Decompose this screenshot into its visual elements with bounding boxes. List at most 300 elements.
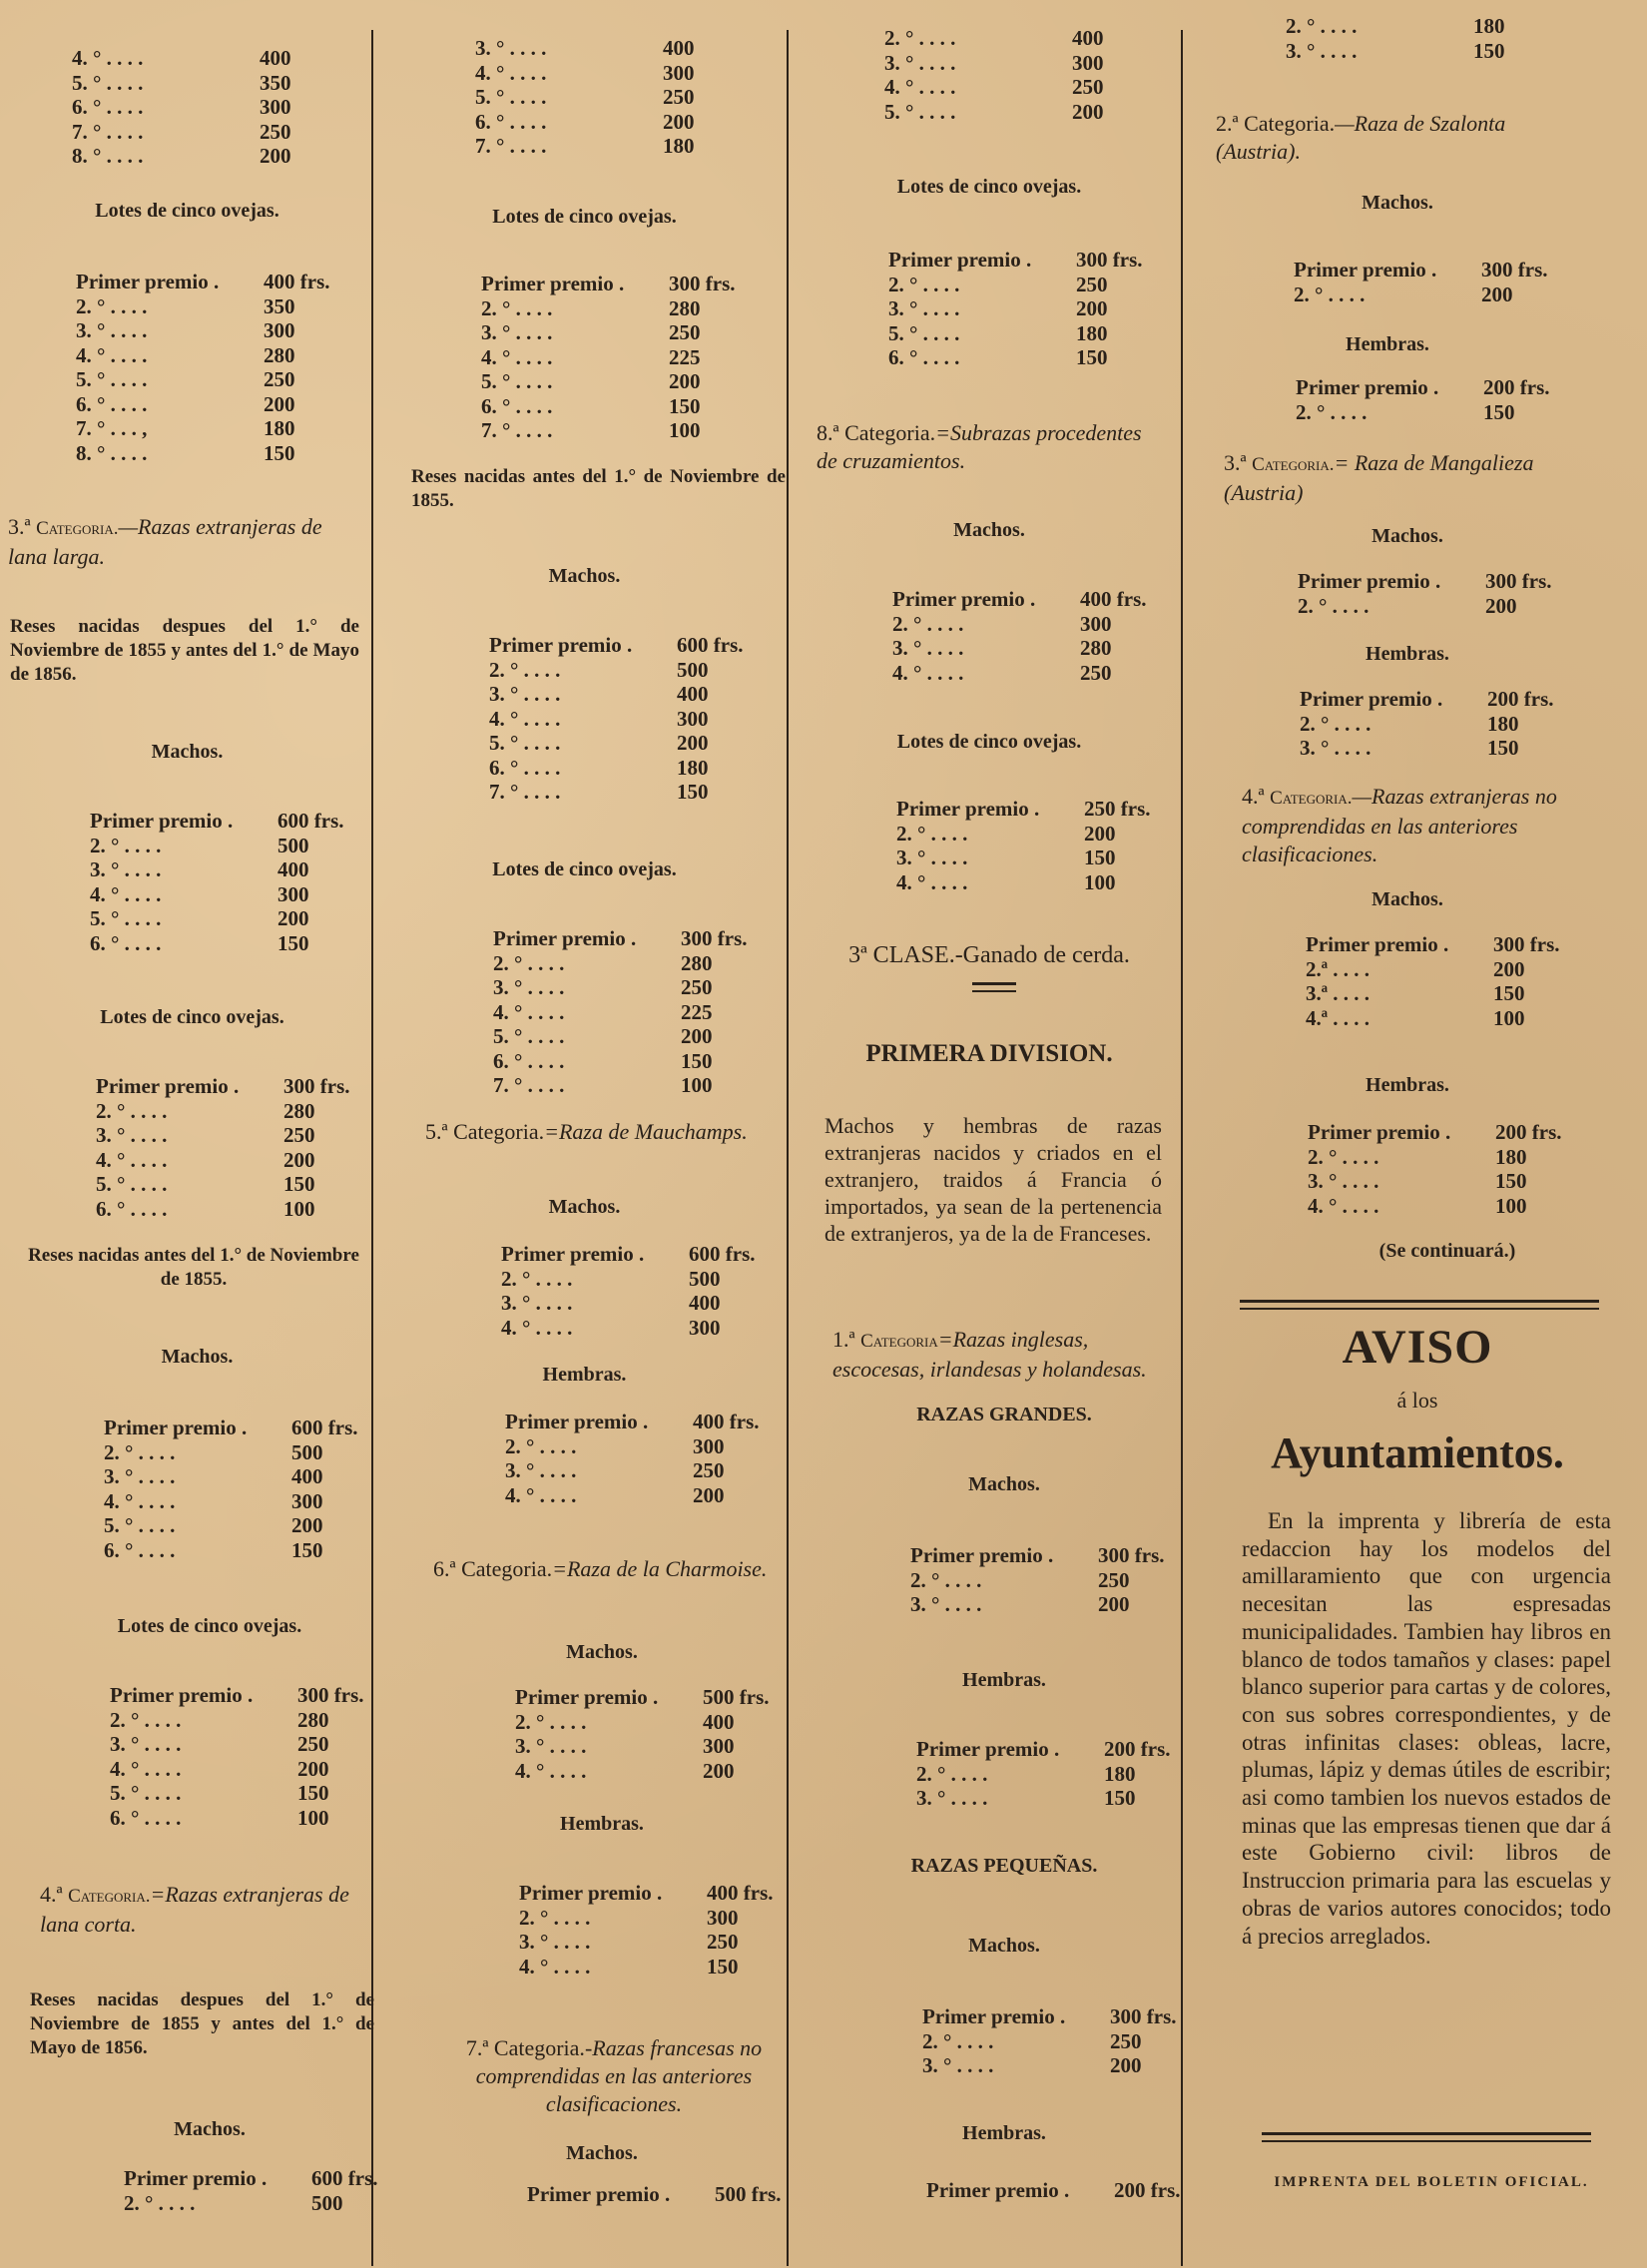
prize-amount: 150 <box>707 1954 739 1979</box>
prize-amount: 250 <box>1110 2028 1142 2053</box>
aviso-title: AVISO <box>1342 1321 1493 1374</box>
prize-amount: 150 <box>1076 345 1108 369</box>
prize-rank: 3. ° . . . . <box>892 636 964 660</box>
prize-amount: 350 <box>260 70 291 95</box>
prize-rank: Primer premio . <box>896 797 1040 821</box>
prize-rank: Primer premio . <box>1300 687 1443 711</box>
prize-row <box>501 1291 756 1316</box>
prize-amount: 250 <box>681 975 713 999</box>
section-heading: Lotes de cinco ovejas. <box>896 731 1082 753</box>
prize-amount: 250 frs. <box>1084 797 1151 821</box>
prize-table <box>896 797 1151 894</box>
prize-amount: 500 <box>291 1439 323 1464</box>
section-heading: Machos. <box>953 519 1025 541</box>
prize-table <box>1306 932 1560 1030</box>
prize-rank: Primer premio . <box>481 272 625 295</box>
prize-amount: 150 <box>1495 1169 1527 1193</box>
prize-amount: 300 <box>291 1488 323 1513</box>
prize-row <box>888 345 1143 370</box>
prize-amount: 200 frs. <box>1104 1737 1171 1761</box>
category-heading: 7.ª Categoria.-Razas francesas no comprendidas en las anteriores clasificaciones. <box>465 2035 763 2116</box>
section-heading: Machos. <box>566 2142 638 2164</box>
prize-rank: 5. ° . . . . <box>489 731 561 755</box>
prize-rank: Primer premio . <box>916 1737 1060 1761</box>
prize-table <box>1300 687 1554 761</box>
prize-row <box>90 931 344 956</box>
prize-row <box>481 394 736 419</box>
prize-table <box>505 1410 760 1507</box>
prize-amount: 300 frs. <box>1481 258 1548 282</box>
prize-amount: 300 <box>277 881 309 906</box>
prize-row <box>90 882 344 907</box>
prize-row <box>888 321 1143 346</box>
section-heading: Lotes de cinco ovejas. <box>95 200 279 222</box>
prize-row <box>90 906 344 931</box>
prize-amount: 225 <box>681 999 713 1024</box>
prize-amount: 150 <box>264 440 295 465</box>
section-heading: Lotes de cinco ovejas. <box>100 1006 284 1028</box>
prize-row <box>1286 39 1505 64</box>
prize-row <box>519 1881 774 1906</box>
prize-amount: 400 <box>663 36 695 60</box>
prize-row <box>90 857 344 882</box>
prize-row <box>96 1099 350 1124</box>
prize-row <box>110 1708 364 1733</box>
prize-rank: Primer premio . <box>90 809 234 833</box>
prize-row <box>481 369 736 394</box>
prize-amount: 200 frs. <box>1495 1120 1562 1144</box>
category-heading: 3.ª Categoria.—Razas extranjeras de lana larga. <box>8 514 322 569</box>
prize-rank: Primer premio . <box>1308 1120 1451 1144</box>
prize-table <box>515 1685 770 1783</box>
prize-table <box>527 2182 782 2207</box>
prize-amount: 300 frs. <box>681 926 748 950</box>
prize-amount: 200 <box>291 1513 323 1537</box>
prize-amount: 200 <box>264 391 295 416</box>
prize-rank: 2. ° . . . . <box>1296 399 1368 424</box>
prize-rank: 3. ° . . . . <box>475 36 547 60</box>
prize-amount: 300 <box>1072 50 1104 75</box>
prize-row <box>922 2029 1177 2054</box>
prize-amount: 100 <box>669 418 701 442</box>
prize-rank: 7. ° . . . , <box>76 416 148 440</box>
prize-row <box>922 2053 1177 2078</box>
prize-table <box>96 1074 350 1221</box>
prize-row <box>910 1592 1165 1617</box>
prize-row <box>96 1123 350 1148</box>
prize-amount: 300 frs. <box>1485 569 1552 593</box>
prize-row <box>76 270 330 294</box>
prize-row <box>916 1786 1171 1811</box>
prize-table <box>76 270 330 465</box>
prize-amount: 180 <box>1473 14 1505 38</box>
prize-amount: 500 frs. <box>703 1685 770 1709</box>
prize-row <box>527 2182 782 2207</box>
prize-rank: 2. ° . . . . <box>1298 593 1370 618</box>
prize-amount: 180 <box>1487 711 1519 736</box>
prize-amount: 150 <box>677 780 709 804</box>
prize-row <box>76 416 330 441</box>
prize-table <box>124 2166 378 2215</box>
prize-rank: 4. ° . . . . <box>501 1315 573 1340</box>
prize-rank: Primer premio . <box>104 1416 248 1439</box>
prize-row <box>493 1000 748 1025</box>
prize-row <box>124 2166 378 2191</box>
prize-rank: Primer premio . <box>110 1683 254 1707</box>
section-heading: Lotes de cinco ovejas. <box>896 176 1082 198</box>
prize-row <box>505 1410 760 1434</box>
prize-rank: 4. ° . . . . <box>515 1758 587 1783</box>
prize-amount: 250 <box>1076 272 1108 296</box>
prize-row <box>475 134 695 159</box>
prize-row <box>72 71 291 96</box>
prize-rank: 3. ° . . . . <box>501 1291 573 1315</box>
prize-amount: 150 <box>1493 981 1525 1005</box>
prize-rank: 2. ° . . . . <box>519 1905 591 1930</box>
ornament-rule <box>1262 2132 1591 2142</box>
prize-amount: 500 <box>689 1266 721 1291</box>
prize-table <box>884 26 1104 124</box>
prize-amount: 150 <box>1473 38 1505 63</box>
prize-row <box>489 633 744 658</box>
prize-amount: 180 <box>663 134 695 158</box>
prize-amount: 400 frs. <box>1080 587 1147 611</box>
aviso-subtitle: á los <box>1396 1388 1438 1413</box>
prize-amount: 250 <box>260 119 291 144</box>
prize-row <box>1300 736 1554 761</box>
section-heading: Machos. <box>548 565 621 587</box>
prize-table <box>1308 1120 1562 1218</box>
prize-rank: 4. ° . . . . <box>110 1756 182 1781</box>
prize-row <box>892 661 1147 686</box>
prize-amount: 300 <box>264 318 295 342</box>
prize-amount: 280 <box>264 342 295 367</box>
prize-amount: 300 frs. <box>1076 248 1143 272</box>
prize-table <box>72 46 291 169</box>
prize-rank: 6. ° . . . . <box>481 393 553 418</box>
prize-row <box>1300 712 1554 737</box>
section-heading: Hembras. <box>542 1364 627 1386</box>
prize-amount: 250 <box>1072 75 1104 99</box>
prize-rank: 2. ° . . . . <box>124 2190 196 2215</box>
section-heading: Lotes de cinco ovejas. <box>492 206 677 228</box>
prize-rank: 3. ° . . . . <box>910 1592 982 1616</box>
prize-rank: Primer premio . <box>1294 258 1437 282</box>
prize-rank: 8. ° . . . . <box>76 440 148 465</box>
prize-rank: 3. ° . . . . <box>76 318 148 342</box>
prize-row <box>493 1073 748 1098</box>
prize-row <box>481 345 736 370</box>
prize-row <box>481 320 736 345</box>
prize-amount: 400 frs. <box>693 1410 760 1433</box>
prize-amount: 225 <box>669 344 701 369</box>
prize-row <box>1306 981 1560 1006</box>
prize-rank: 3. ° . . . . <box>922 2053 994 2077</box>
prize-amount: 180 <box>677 755 709 780</box>
prize-rank: 7. ° . . . . <box>493 1073 565 1097</box>
prize-amount: 300 frs. <box>297 1683 364 1707</box>
prize-row <box>505 1458 760 1483</box>
prize-rank: Primer premio . <box>922 2004 1066 2028</box>
prize-row <box>519 1906 774 1931</box>
prize-rank: Primer premio . <box>505 1410 649 1433</box>
prize-row <box>475 61 695 86</box>
section-heading: RAZAS GRANDES. <box>916 1404 1092 1425</box>
prize-rank: 2. ° . . . . <box>892 611 964 636</box>
prize-rank: 4. ° . . . . <box>1308 1193 1379 1218</box>
prize-row <box>1298 594 1552 619</box>
prize-row <box>110 1757 364 1782</box>
prize-row <box>910 1543 1165 1568</box>
prize-row <box>888 296 1143 321</box>
prize-row <box>1306 1006 1560 1031</box>
prize-rank: 5. ° . . . . <box>90 906 162 930</box>
prize-amount: 200 <box>693 1482 725 1507</box>
prize-rank: 4. ° . . . . <box>489 706 561 731</box>
prize-rank: 2. ° . . . . <box>515 1709 587 1734</box>
prize-row <box>489 780 744 805</box>
prize-rank: Primer premio . <box>515 1685 659 1709</box>
prize-row <box>489 658 744 683</box>
prize-rank: 3. ° . . . . <box>96 1123 168 1147</box>
note-text: Reses nacidas antes del 1.° de Noviembre de 1855. <box>411 466 786 511</box>
category-heading: 1.ª Categoria=Razas inglesas, escocesas, irlandesas y holandesas. <box>832 1327 1147 1382</box>
prize-rank: 6. ° . . . . <box>888 345 960 369</box>
prize-rank: 5. ° . . . . <box>110 1781 182 1805</box>
prize-amount: 250 <box>283 1123 315 1147</box>
prize-table <box>481 272 736 443</box>
prize-row <box>515 1759 770 1784</box>
prize-amount: 250 <box>1080 660 1112 685</box>
prize-amount: 150 <box>1104 1786 1136 1810</box>
prize-amount: 400 <box>703 1709 735 1734</box>
prize-amount: 400 <box>260 46 291 70</box>
prize-amount: 300 <box>260 95 291 119</box>
prize-amount: 200 <box>1493 956 1525 981</box>
prize-amount: 400 <box>689 1291 721 1315</box>
prize-rank: 3. ° . . . . <box>90 857 162 881</box>
prize-rank: 4. ° . . . . <box>475 60 547 85</box>
prize-row <box>1300 687 1554 712</box>
prize-rank: 2. ° . . . . <box>505 1433 577 1458</box>
section-heading: Hembras. <box>1366 1074 1449 1096</box>
section-heading: Machos. <box>1372 525 1443 547</box>
prize-rank: 3.ª . . . . <box>1306 981 1371 1005</box>
prize-rank: 7. ° . . . . <box>489 780 561 804</box>
prize-amount: 200 <box>260 144 291 168</box>
section-heading: Machos. <box>174 2118 246 2140</box>
prize-rank: 4. ° . . . . <box>519 1954 591 1979</box>
prize-amount: 200 frs. <box>1114 2178 1181 2202</box>
ornament-rule <box>972 982 1016 992</box>
prize-table <box>916 1737 1171 1811</box>
prize-rank: 2. ° . . . . <box>888 272 960 296</box>
prize-amount: 300 frs. <box>669 272 736 295</box>
prize-rank: 5. ° . . . . <box>888 320 960 345</box>
prize-amount: 300 frs. <box>1110 2004 1177 2028</box>
prize-rank: 6. ° . . . . <box>76 391 148 416</box>
prize-table <box>475 36 695 159</box>
prize-rank: 2. ° . . . . <box>1308 1144 1379 1169</box>
prize-table <box>501 1242 756 1340</box>
prize-row <box>110 1732 364 1757</box>
prize-amount: 280 <box>297 1707 329 1732</box>
prize-amount: 250 <box>707 1930 739 1954</box>
prize-rank: 4. ° . . . . <box>481 344 553 369</box>
prize-row <box>884 100 1104 125</box>
prize-row <box>110 1683 364 1708</box>
prize-rank: 2. ° . . . . <box>910 1567 982 1592</box>
prize-rank: 6. ° . . . . <box>475 109 547 134</box>
prize-row <box>501 1316 756 1341</box>
prize-table <box>110 1683 364 1830</box>
prize-amount: 100 <box>681 1073 713 1097</box>
prize-rank: 2. ° . . . . <box>493 950 565 975</box>
prize-amount: 150 <box>669 393 701 418</box>
prize-row <box>489 731 744 756</box>
prize-rank: 2. ° . . . . <box>501 1266 573 1291</box>
column-1 <box>0 0 378 2268</box>
prize-row <box>1294 258 1548 283</box>
prize-amount: 400 <box>1072 26 1104 50</box>
prize-amount: 150 <box>297 1781 329 1805</box>
prize-row <box>110 1806 364 1831</box>
prize-rank: 2. ° . . . . <box>896 821 968 846</box>
section-heading: RAZAS PEQUEÑAS. <box>910 1855 1098 1877</box>
column-3 <box>795 0 1184 2268</box>
prize-rank: 3. ° . . . . <box>505 1458 577 1482</box>
prize-table <box>892 587 1147 685</box>
prize-row <box>104 1513 358 1538</box>
prize-row <box>475 85 695 110</box>
prize-rank: Primer premio . <box>892 587 1036 611</box>
prize-row <box>493 951 748 976</box>
prize-row <box>892 636 1147 661</box>
note-text: Reses nacidas despues del 1.° de Noviembre de 1855 y antes del 1.° de Mayo de 1856. <box>30 1989 374 2058</box>
prize-row <box>96 1197 350 1222</box>
category-heading: 3.ª Categoria.= Raza de Mangalieza (Austria) <box>1224 450 1534 505</box>
prize-row <box>76 294 330 319</box>
prize-amount: 300 <box>693 1433 725 1458</box>
prize-amount: 200 <box>1110 2053 1142 2077</box>
prize-row <box>515 1710 770 1735</box>
prize-row <box>475 36 695 61</box>
prize-row <box>1308 1194 1562 1219</box>
prize-rank: 2. ° . . . . <box>90 833 162 857</box>
prize-row <box>896 846 1151 870</box>
prize-rank: Primer premio . <box>501 1242 645 1266</box>
prize-row <box>896 870 1151 895</box>
prize-row <box>475 110 695 135</box>
prize-row <box>884 75 1104 100</box>
prize-rank: 2. ° . . . . <box>1286 14 1358 38</box>
prize-amount: 180 <box>1076 320 1108 345</box>
prize-table <box>519 1881 774 1979</box>
column-4 <box>1188 0 1647 2268</box>
prize-row <box>1296 400 1550 425</box>
prize-table <box>910 1543 1165 1617</box>
prize-rank: 2. ° . . . . <box>1294 282 1366 306</box>
prize-rank: 4. ° . . . . <box>72 46 144 70</box>
prize-row <box>104 1416 358 1440</box>
prize-rank: 5. ° . . . . <box>72 70 144 95</box>
prize-table <box>90 809 344 955</box>
prize-rank: 3. ° . . . . <box>519 1930 591 1954</box>
prize-rank: 6. ° . . . . <box>72 95 144 119</box>
prize-rank: 2. ° . . . . <box>481 295 553 320</box>
prize-amount: 200 <box>283 1147 315 1172</box>
prize-amount: 180 <box>1104 1761 1136 1786</box>
category-heading: 4.ª Categoria.=Razas extranjeras de lana corta. <box>40 1882 349 1937</box>
prize-table <box>1296 375 1550 424</box>
prize-row <box>481 296 736 321</box>
prize-rank: 4. ° . . . . <box>892 660 964 685</box>
prize-amount: 250 <box>693 1458 725 1482</box>
prize-amount: 180 <box>264 416 295 440</box>
prize-rank: 3. ° . . . . <box>1300 736 1372 760</box>
section-heading: Machos. <box>548 1196 621 1218</box>
prize-amount: 300 frs. <box>1493 932 1560 956</box>
prize-rank: 8. ° . . . . <box>72 144 144 168</box>
prize-row <box>888 273 1143 297</box>
prize-rank: 3. ° . . . . <box>1308 1169 1379 1193</box>
prize-row <box>96 1172 350 1197</box>
prize-row <box>896 822 1151 847</box>
section-heading: Hembras. <box>962 1669 1046 1691</box>
category-heading: 6.ª Categoria.=Raza de la Charmoise. <box>433 1556 768 1581</box>
note-text: Reses nacidas despues del 1.° de Noviembre de 1855 y antes del 1.° de Mayo de 1856. <box>10 616 359 685</box>
prize-rank: Primer premio . <box>76 270 220 293</box>
prize-rank: Primer premio . <box>1296 375 1439 399</box>
section-heading: Machos. <box>968 1473 1040 1495</box>
prize-rank: 4. ° . . . . <box>896 869 968 894</box>
prize-rank: 2. ° . . . . <box>96 1098 168 1123</box>
prize-row <box>104 1440 358 1465</box>
prize-row <box>1298 569 1552 594</box>
prize-rank: 4. ° . . . . <box>90 881 162 906</box>
prize-rank: 2. ° . . . . <box>76 293 148 318</box>
prize-amount: 250 <box>297 1732 329 1756</box>
prize-amount: 100 <box>1493 1005 1525 1030</box>
category-heading: 2.ª Categoria.—Raza de Szalonta (Austria). <box>1216 111 1506 164</box>
prize-rank: 2. ° . . . . <box>916 1761 988 1786</box>
prize-row <box>916 1737 1171 1762</box>
prize-row <box>481 272 736 296</box>
prize-row <box>489 707 744 732</box>
prize-rank: 4. ° . . . . <box>104 1488 176 1513</box>
prize-amount: 400 <box>277 857 309 881</box>
prize-table <box>1286 14 1505 63</box>
prize-amount: 200 <box>1072 99 1104 124</box>
prize-rank: Primer premio . <box>910 1543 1054 1567</box>
prize-amount: 280 <box>681 950 713 975</box>
prize-row <box>90 809 344 834</box>
section-heading: Lotes de cinco ovejas. <box>492 858 677 880</box>
category-heading: 8.ª Categoria.=Subrazas procedentes de cruzamientos. <box>817 420 1142 473</box>
prize-amount: 400 <box>291 1464 323 1488</box>
prize-rank: 5. ° . . . . <box>493 1024 565 1048</box>
prize-table <box>922 2004 1177 2078</box>
class-heading: 3ª CLASE.-Ganado de cerda. <box>848 942 1130 968</box>
prize-rank: Primer premio . <box>124 2166 268 2190</box>
prize-amount: 200 <box>297 1756 329 1781</box>
prize-row <box>892 612 1147 637</box>
prize-amount: 350 <box>264 293 295 318</box>
prize-row <box>519 1955 774 1980</box>
prize-amount: 200 <box>669 369 701 393</box>
section-heading: Lotes de cinco ovejas. <box>117 1615 302 1637</box>
prize-row <box>104 1489 358 1514</box>
